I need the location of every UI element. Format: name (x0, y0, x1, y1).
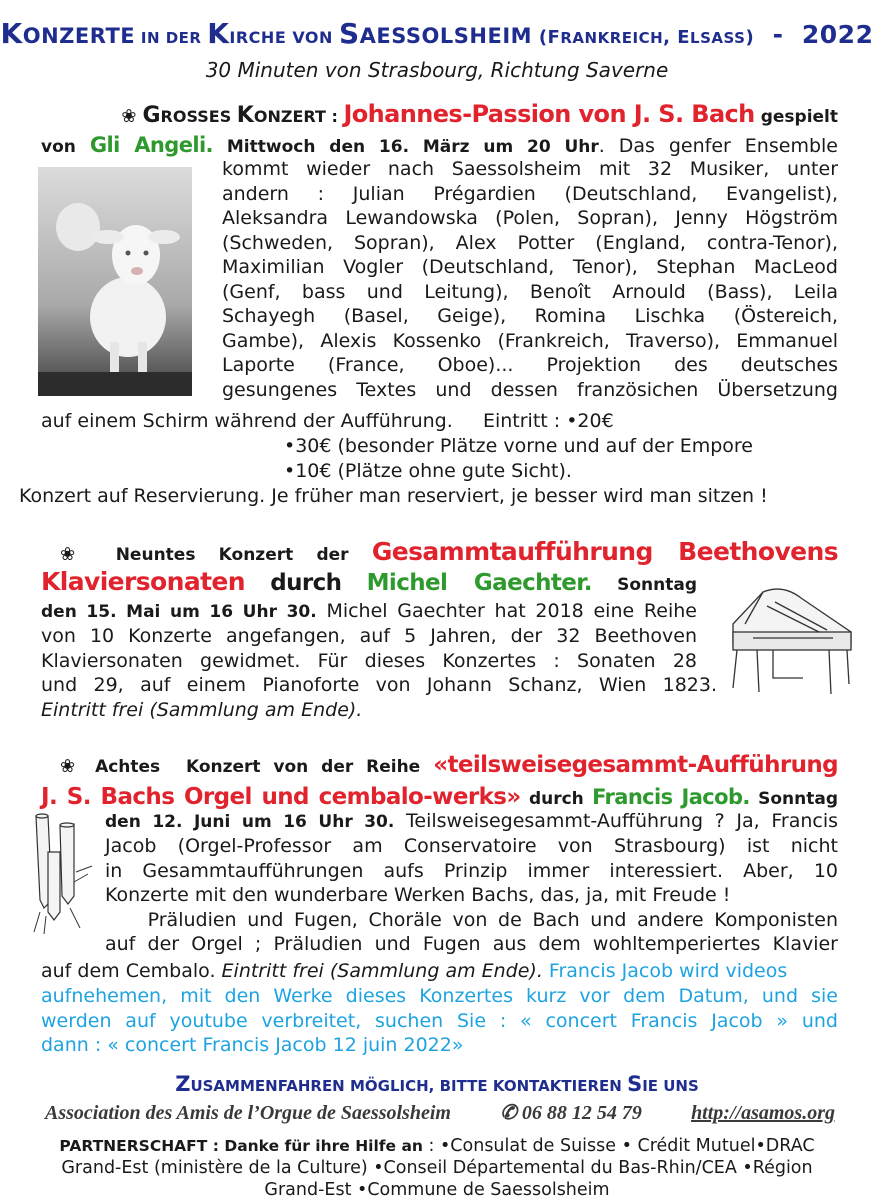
text-line: dann : « concert Francis Jacob 12 juin 2022» (41, 1034, 464, 1056)
heading-part: : (325, 107, 344, 126)
phone-number: ✆ 06 88 12 54 79 (500, 1102, 642, 1124)
partners-label: PARTNERSCHAFT : Danke für ihre Hilfe an (59, 1137, 423, 1155)
performer-name: Francis Jacob. (592, 785, 750, 809)
concert2-title: Klaviersonaten (41, 567, 245, 596)
text-part: . Das genfer Ensemble (598, 135, 838, 157)
text-part: Michel Gaechter hat 2018 eine Reihe (316, 600, 697, 622)
carpool-part: USAMMENFAHREN MÖGLICH, BITTE KONTAKTIEREN (190, 1077, 628, 1095)
association-line (45, 1101, 835, 1126)
title-part: K (0, 17, 23, 50)
concert2-body (41, 624, 717, 722)
concert1-heading (60, 97, 838, 134)
concert-date: den 12. Juni um 16 Uhr 30. (105, 812, 395, 832)
text-part: durch (528, 789, 584, 809)
association-name: Association des Amis de l’Orgue de Saessolsheim (45, 1102, 451, 1124)
concert1-body (222, 157, 838, 402)
concert1-price2: •30€ (besonder Plätze vorne und auf der Empore (284, 435, 753, 457)
lamb-photo (38, 167, 192, 396)
organ-pipes-illustration (30, 812, 100, 936)
title-part: ONZERTE (22, 24, 136, 48)
concert-date: den 15. Mai um 16 Uhr 30. (41, 602, 317, 622)
carpool-part: Z (175, 1072, 191, 1096)
concert3-title: «teilsweisegesammt-Aufführung (433, 752, 838, 778)
carpool-part: IE UNS (642, 1077, 699, 1095)
text-line: Klaviersonaten gewidmet. Für dieses Konzertes : Sonaten 28 (41, 649, 697, 672)
title-part: (F (532, 27, 561, 48)
concert2-heading (60, 536, 838, 571)
concert1-price1: auf einem Schirm während der Aufführung. Eintritt : •20€ (41, 410, 614, 432)
partners (40, 1135, 834, 1201)
concert3-cembalo-line (41, 959, 787, 984)
text-line: kommt wieder nach Saessolsheim mit 32 Musiker, unter (222, 158, 838, 180)
concert2-line3 (41, 599, 697, 625)
title-part: ) (745, 27, 755, 48)
partners-list: : •Consulat de Suisse • Crédit Mutuel•DRAC Grand-Est (ministère de la Culture) •Conseil Départemental du Bas-Rhin/CEA •Région Grand-Est •Commune de Saessolsheim (61, 1136, 815, 1200)
flower-icon: ❀ (60, 544, 93, 565)
heading-lead: Achtes Konzert von der Reihe (95, 757, 421, 777)
text-line: auf der Orgel ; Präludien und Fugen aus dem wohltemperiertes Klavier (105, 933, 838, 955)
title-part: AESSOLSHEIM (359, 24, 533, 48)
heading-part: G (142, 103, 161, 128)
entry-free-note: Eintritt frei (Sammlung am Ende). (41, 698, 363, 721)
website-link[interactable]: http://asamos.org (691, 1102, 835, 1124)
heading-tail: gespielt (760, 107, 838, 127)
pianoforte-illustration (723, 580, 859, 704)
entry-free-note: Eintritt frei (Sammlung am Ende). (221, 960, 543, 982)
text-line: Jacob (Orgel-Professor am Conservatoire von Strasbourg) ist nicht (105, 835, 838, 857)
concert2-line2 (41, 568, 697, 599)
text-part: Sonntag (758, 789, 838, 809)
title-part: IN DER (135, 29, 208, 47)
page-title (0, 16, 874, 56)
text-line: gesungenes Textes und dessen französichen Übersetzung (222, 378, 838, 401)
concert1-title: Johannes-Passion von J. S. Bach (343, 100, 755, 128)
title-part: K (207, 17, 230, 50)
text-line: in Gesammtaufführungen aufs Prinzip immer interessiert. Aber, 10 (105, 859, 838, 882)
video-note: Francis Jacob wird videos (542, 960, 788, 982)
concert-date: Mittwoch den 16. März um 20 Uhr (226, 137, 599, 157)
heading-part: ROSSES (160, 107, 237, 126)
title-part: , E (663, 27, 691, 48)
title-part: S (338, 17, 360, 50)
text-line: Maximilian Vogler (Deutschland, Tenor), Stephan MacLeod (222, 256, 838, 278)
concert3-video (41, 984, 838, 1058)
text-part: durch (270, 570, 342, 596)
ensemble-name: Gli Angeli. (89, 133, 213, 157)
carpool-part: S (627, 1072, 643, 1096)
heading-part: ONZERT (253, 107, 326, 126)
heading-part: K (236, 103, 254, 128)
text-line: von 10 Konzerte angefangen, auf 5 Jahren, der 32 Beethoven (41, 625, 697, 647)
text-line: Präludien und Fugen, Choräle von de Bach und andere Komponisten (105, 908, 838, 931)
title-part: RANKREICH (560, 29, 664, 47)
text-line: und 29, auf einem Pianoforte von Johann Schanz, Wien 1823. (41, 674, 717, 696)
heading-lead: Neuntes Konzert der (115, 545, 349, 565)
text-part: auf dem Cembalo. (41, 960, 222, 982)
text-line: Konzerte mit den wunderbare Werken Bachs, das, ja, mit Freude ! (105, 884, 731, 906)
carpool-note (0, 1072, 874, 1099)
text-line: (Genf, bass und Leitung), Benoît Arnould (Bass), Leila (222, 280, 838, 303)
title-year: - 2022 (754, 20, 874, 49)
concert3-line3 (105, 809, 838, 835)
concert3-body (105, 834, 838, 957)
text-part: Teilsweisegesammt-Aufführung ? Ja, Francis (394, 810, 838, 832)
concert3-heading (60, 751, 838, 781)
text-line: Laporte (France, Oboe)... Projektion des deutsches (222, 354, 838, 376)
flower-icon: ❀ (121, 106, 137, 127)
text-part: Sonntag (617, 575, 698, 595)
text-line: aufnehemen, mit den Werke dieses Konzertes kurz vor dem Datum, und sie (41, 985, 838, 1007)
title-part: IRCHE VON (229, 28, 339, 47)
text-line: werden auf youtube verbreitet, suchen Sie : « concert Francis Jacob » und (41, 1009, 838, 1032)
flower-icon: ❀ (60, 756, 83, 777)
title-part: LSASS (690, 29, 746, 47)
text-part: von (41, 137, 76, 157)
text-line: (Schweden, Sopran), Alex Potter (England, contra-Tenor), (222, 231, 838, 254)
performer-name: Michel Gaechter. (366, 570, 592, 596)
text-line: andern : Julian Prégardien (Deutschland, Evangelist), (222, 182, 838, 205)
text-line: Schayegh (Basel, Geige), Romina Lischka (Östereich, (222, 305, 838, 327)
text-line: Gambe), Alexis Kossenko (Frankreich, Traverso), Emmanuel (222, 329, 838, 352)
concert1-reservation: Konzert auf Reservierung. Je früher man reserviert, je besser wird man sitzen ! (19, 485, 768, 507)
text-line: Aleksandra Lewandowska (Polen, Sopran), Jenny Högström (222, 207, 838, 229)
concert1-line2 (41, 133, 838, 160)
subtitle: 30 Minuten von Strasbourg, Richtung Saverne (205, 58, 669, 82)
concert3-title: J. S. Bachs Orgel und cembalo-werks» (41, 784, 521, 810)
concert1-price3: •10€ (Plätze ohne gute Sicht). (284, 460, 572, 482)
concert2-title: Gesammtaufführung Beethovens (371, 537, 838, 566)
